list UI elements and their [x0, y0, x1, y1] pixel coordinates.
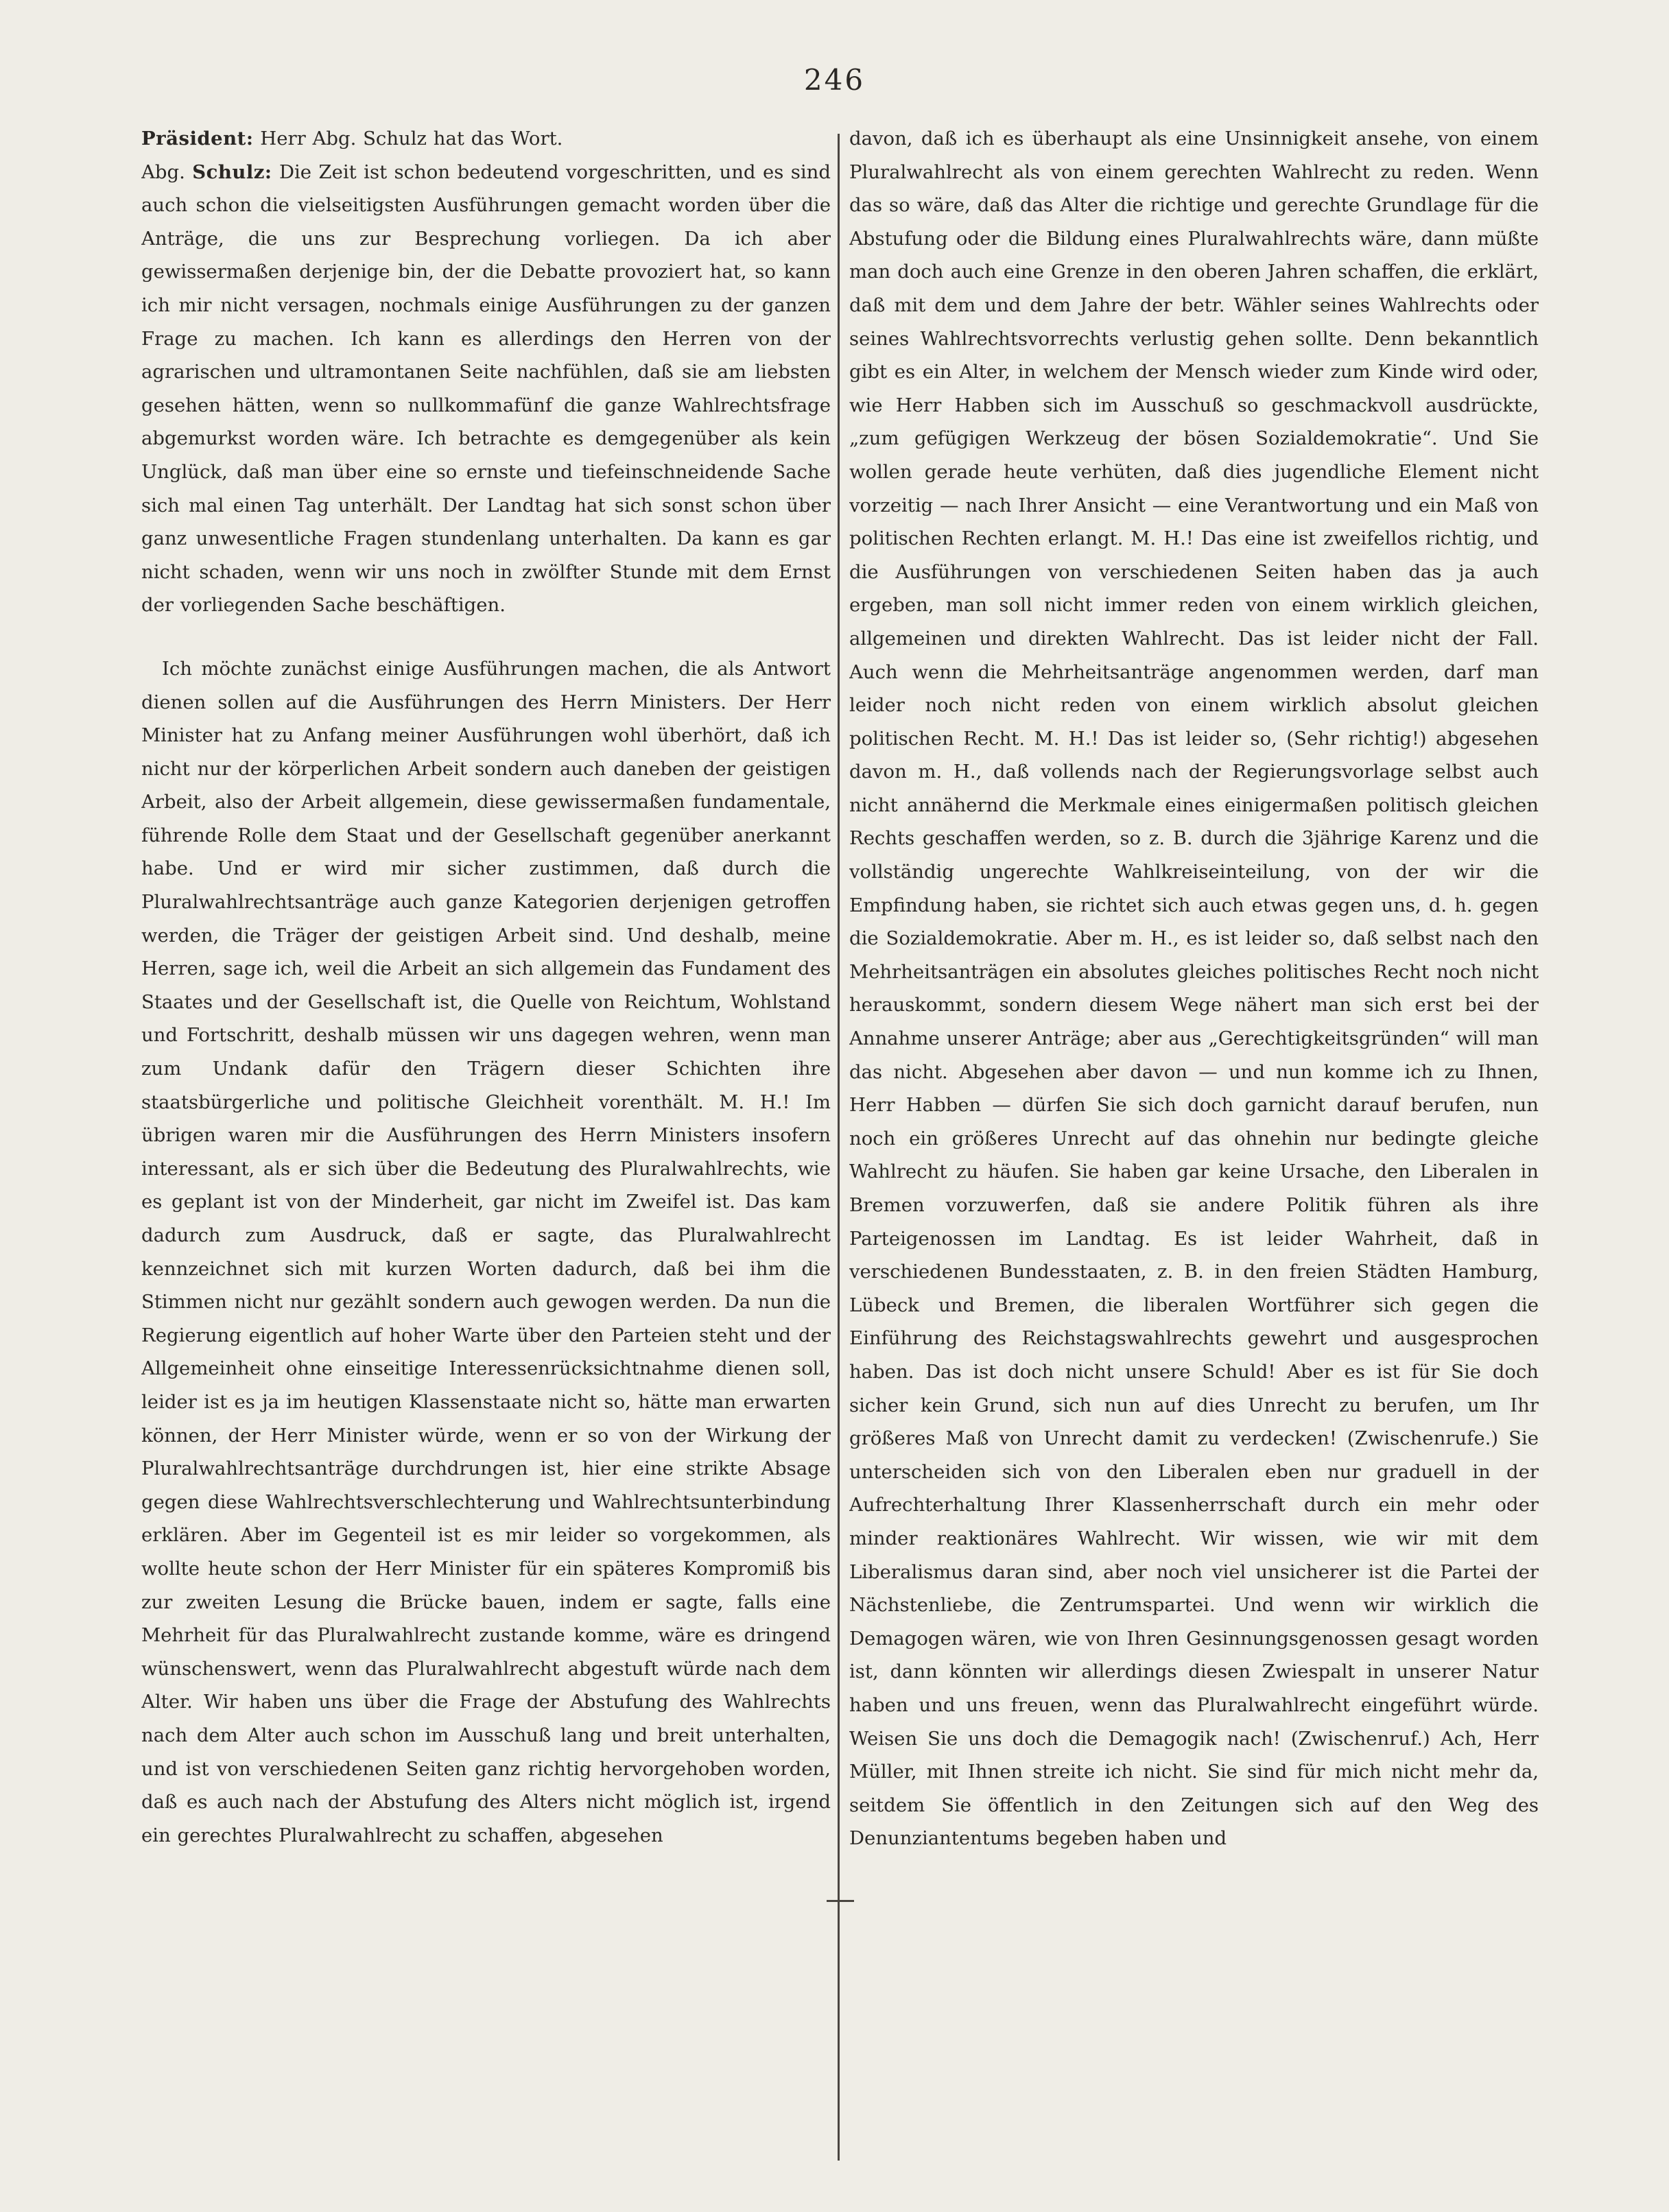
column-divider	[838, 134, 840, 2161]
president-statement-text: Herr Abg. Schulz hat das Wort.	[253, 128, 563, 150]
speech-paragraph-2: Ich möchte zunächst einige Ausführungen machen, die als Antwort dienen sollen auf die Ausführungen des Herrn Ministers. Der Herr Minister hat zu Anfang meiner Ausführungen wohl überhört, daß ich nicht nur der körperlichen Arbeit sondern auch daneben der geistigen Arbeit, also der Arbeit allgemein, diese gewissermaßen fundamentale, führende Rolle dem Staat und der Gesellschaft gegenüber anerkannt habe. Und er wird mir sicher zustimmen, daß durch die Pluralwahlrechtsanträge auch ganze Kategorien derjenigen getroffen werden, die Träger der geistigen Arbeit sind. Und deshalb, meine Herren, sage ich, weil die Arbeit an sich allgemein das Fundament des Staates und der Gesellschaft ist, die Quelle von Reichtum, Wohlstand und Fortschritt, deshalb müssen wir uns dagegen wehren, wenn man zum Undank dafür den Trägern dieser Schichten ihre staatsbürgerliche und politische Gleichheit vorenthält. M. H.! Im übrigen waren mir die Ausführungen des Herrn Ministers insofern interessant, als er sich über die Bedeutung des Pluralwahlrechts, wie es geplant ist von der Minderheit, gar nicht im Zweifel ist. Das kam dadurch zum Ausdruck, daß er sagte, das Pluralwahlrecht kennzeichnet sich mit kurzen Worten dadurch, daß bei ihm die Stimmen nicht nur gezählt sondern auch gewogen werden. Da nun die Regierung eigentlich auf hoher Warte über den Parteien steht und der Allgemeinheit ohne einseitige Interessenrücksichtnahme dienen soll, leider ist es ja im heutigen Klassenstaate nicht so, hätte man erwarten können, der Herr Minister würde, wenn er so von der Wirkung der Pluralwahlrechtsanträge durchdrungen ist, hier eine strikte Absage gegen diese Wahlrechtsverschlechterung und Wahlrechtsunterbindung erklären. Aber im Gegenteil ist es mir leider so vorgekommen, als wollte heute schon der Herr Minister für ein späteres Kompromiß bis zur zweiten Lesung die Brücke bauen, indem er sagte, falls eine Mehrheit für das Pluralwahlrecht zustande komme, wäre es dringend wünschenswert, wenn das Pluralwahlrecht abgestuft würde nach dem Alter. Wir haben uns über die Frage der Abstufung des Wahlrechts nach dem Alter auch schon im Ausschuß lang und breit unterhalten, und ist von verschiedenen Seiten ganz richtig hervorgehoben worden, daß es auch nach der Abstufung des Alters nicht möglich ist, irgend ein gerechtes Pluralwahlrecht zu schaffen, abgesehen	[141, 657, 831, 1846]
speaker-prefix: Abg.	[141, 160, 193, 183]
left-column	[141, 122, 831, 2173]
speech-paragraph-intro	[141, 156, 831, 622]
speech-paragraph-intro-text: Die Zeit ist schon bedeutend vorgeschritten, und es sind auch schon die vielseitigsten Ausführungen gemacht worden über die Anträge, die uns zur Besprechung vorliegen. Da ich aber gewissermaßen derjenige bin, der die Debatte provoziert hat, so kann ich mir nicht versagen, nochmals einige Ausführungen zu der ganzen Frage zu machen. Ich kann es allerdings den Herren von der agrarischen und ultramontanen Seite nachfühlen, daß sie am liebsten gesehen hätten, wenn so nullkommafünf die ganze Wahlrechtsfrage abgemurkst worden wäre. Ich betrachte es demgegenüber als kein Unglück, daß man über eine so ernste und tiefeinschneidende Sache sich mal einen Tag unterhält. Der Landtag hat sich sonst schon über ganz unwesentliche Fragen stundenlang unterhalten. Da kann es gar nicht schaden, wenn wir uns noch in zwölfter Stunde mit dem Ernst der vorliegenden Sache beschäftigen.	[141, 160, 831, 617]
president-statement	[141, 122, 831, 156]
speaker-schulz: Schulz:	[192, 160, 272, 183]
speech-paragraph-continued: davon, daß ich es überhaupt als eine Unsinnigkeit ansehe, von einem Pluralwahlrecht als von einem gerechten Wahlrecht zu reden. Wenn das so wäre, daß das Alter die richtige und gerechte Grundlage für die Abstufung oder die Bildung eines Pluralwahlrechts wäre, dann müßte man doch auch eine Grenze in den oberen Jahren schaffen, die erklärt, daß mit dem und dem Jahre der betr. Wähler seines Wahlrechts oder seines Wahlrechtsvorrechts verlustig gehen sollte. Denn bekanntlich gibt es ein Alter, in welchem der Mensch wieder zum Kinde wird oder, wie Herr Habben sich im Ausschuß so geschmackvoll ausdrückte, „zum gefügigen Werkzeug der bösen Sozialdemokratie“. Und Sie wollen gerade heute verhüten, daß dies jugendliche Element nicht vorzeitig — nach Ihrer Ansicht — eine Verantwortung und ein Maß von politischen Rechten erlangt. M. H.! Das eine ist zweifellos richtig, und die Ausführungen von verschiedenen Seiten haben das ja auch ergeben, man soll nicht immer reden von einem wirklich gleichen, allgemeinen und direkten Wahlrecht. Das ist leider nicht der Fall. Auch wenn die Mehrheitsanträge angenommen werden, darf man leider noch nicht reden von einem wirklich absolut gleichen politischen Recht. M. H.! Das ist leider so, (Sehr richtig!) abgesehen davon m. H., daß vollends nach der Regierungsvorlage selbst auch nicht annähernd die Merkmale eines einigermaßen politisch gleichen Rechts geschaffen werden, so z. B. durch die 3jährige Karenz und die vollständig ungerechte Wahlkreiseinteilung, von der wir die Empfindung haben, sie richtet sich auch etwas gegen uns, d. h. gegen die Sozialdemokratie. Aber m. H., es ist leider so, daß selbst nach den Mehrheitsanträgen ein absolutes gleiches politisches Recht noch nicht herauskommt, sondern diesem Wege nähert man sich erst bei der Annahme unserer Anträge; aber aus „Gerechtigkeitsgründen“ will man das nicht. Abgesehen aber davon — und nun komme ich zu Ihnen, Herr Habben — dürfen Sie sich doch garnicht darauf berufen, nun noch ein größeres Unrecht auf das ohnehin nur bedingte gleiche Wahlrecht zu häufen. Sie haben gar keine Ursache, den Liberalen in Bremen vorzuwerfen, daß sie andere Politik führen als ihre Parteigenossen im Landtag. Es ist leider Wahrheit, daß in verschiedenen Bundesstaaten, z. B. in den freien Städten Hamburg, Lübeck und Bremen, die liberalen Wortführer sich gegen die Einführung des Reichstagswahlrechts gewehrt und ausgesprochen haben. Das ist doch nicht unsere Schuld! Aber es ist für Sie doch sicher kein Grund, sich nun auf dies Unrecht zu berufen, um Ihr größeres Maß von Unrecht damit zu verdecken! (Zwischenrufe.) Sie unterscheiden sich von den Liberalen eben nur graduell in der Aufrechterhaltung Ihrer Klassenherrschaft durch ein mehr oder minder reaktionäres Wahlrecht. Wir wissen, wie wir mit dem Liberalismus daran sind, aber noch viel unsicherer ist die Partei der Nächstenliebe, die Zentrumspartei. Und wenn wir wirklich die Demagogen wären, wie von Ihren Gesinnungsgenossen gesagt worden ist, dann könnten wir allerdings diesen Zwiespalt in unserer Natur haben und uns freuen, wenn das Pluralwahlrecht eingeführt würde. Weisen Sie uns doch die Demagogik nach! (Zwischenruf.) Ach, Herr Müller, mit Ihnen streite ich nicht. Sie sind für mich nicht mehr da, seitdem Sie öffentlich in den Zeitungen sich auf den Weg des Denunziantentums begeben haben und	[849, 128, 1539, 1850]
speaker-president: Präsident:	[141, 128, 254, 150]
right-column	[849, 122, 1539, 2173]
page-number: 246	[803, 63, 866, 97]
